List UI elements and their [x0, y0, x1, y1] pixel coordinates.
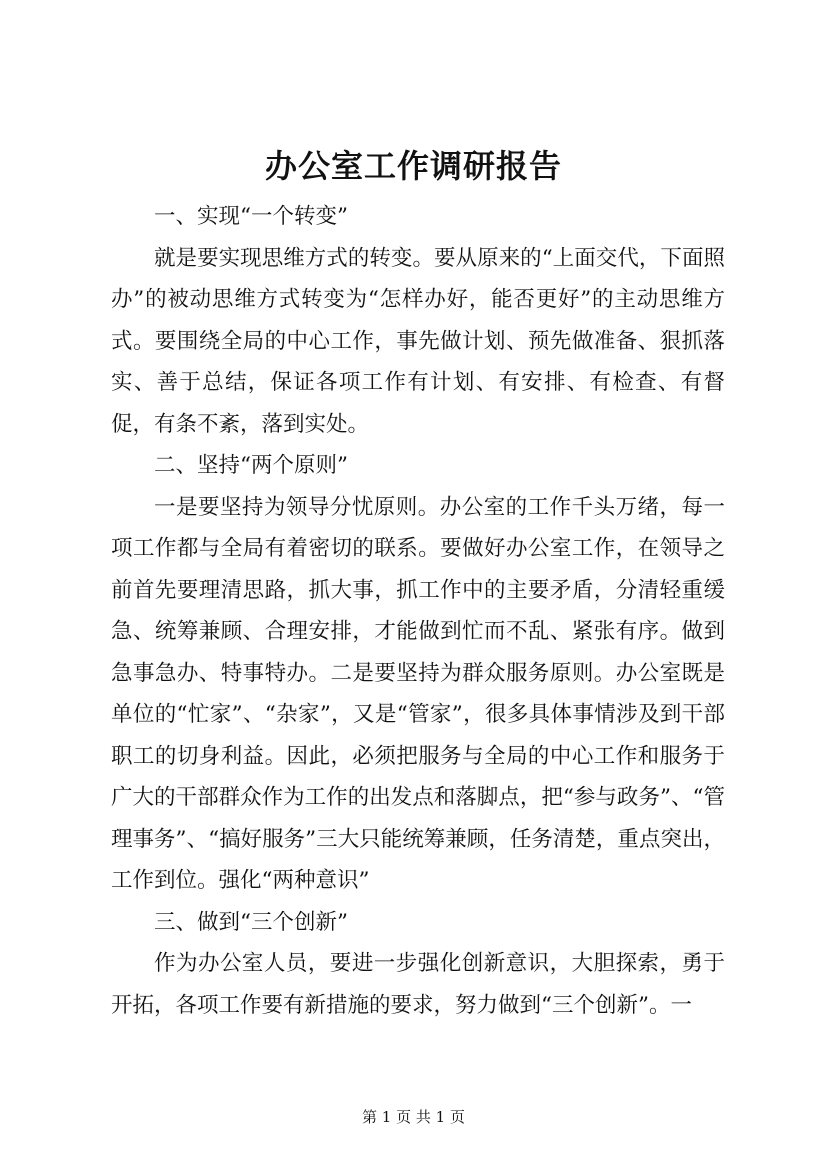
section-heading-3: 三、做到“三个创新” — [154, 909, 348, 935]
page-number-footer: 第 1 页 共 1 页 — [362, 1108, 465, 1126]
document-title: 办公室工作调研报告 — [264, 147, 562, 185]
section-heading-2: 二、坚持“两个原则” — [154, 453, 348, 478]
paragraph-2: 一是要坚持为领导分忧原则。办公室的工作千头万绪，每一项工作都与全局有着密切的联系。要做好办公室工作，在领导之前首先要理清思路，抓大事，抓工作中的主要矛盾，分清轻重缓急、统筹兼顾、合理安排，才能做到忙而不乱、紧张有序。做到急事急办、特事特办。二是要坚持为群众服务原则。办公室既是单位的“忙家”、“杂家”，又是“管家”，很多具体事情涉及到干部职工的切身利益。因此，必须把服务与全局的中心工作和服务于广大的干部群众作为工作的出发点和落脚点，把“参与政务”、“管理事务”、“搞好服务”三大只能统筹兼顾，任务清楚，重点突出，工作到位。强化“两种意识” — [111, 494, 725, 893]
paragraph-1: 就是要实现思维方式的转变。要从原来的“上面交代，下面照办”的被动思维方式转变为“怎样办好，能否更好”的主动思维方式。要围绕全局的中心工作，事先做计划、预先做准备、狠抓落实、善于总结，保证各项工作有计划、有安排、有检查、有督促，有条不紊，落到实处。 — [111, 245, 725, 437]
paragraph-3: 作为办公室人员，要进一步强化创新意识，大胆探索，勇于开拓，各项工作要有新措施的要求，努力做到“三个创新”。一 — [111, 951, 725, 1018]
document-body — [111, 196, 725, 1026]
section-heading-1: 一、实现“一个转变” — [154, 204, 348, 229]
